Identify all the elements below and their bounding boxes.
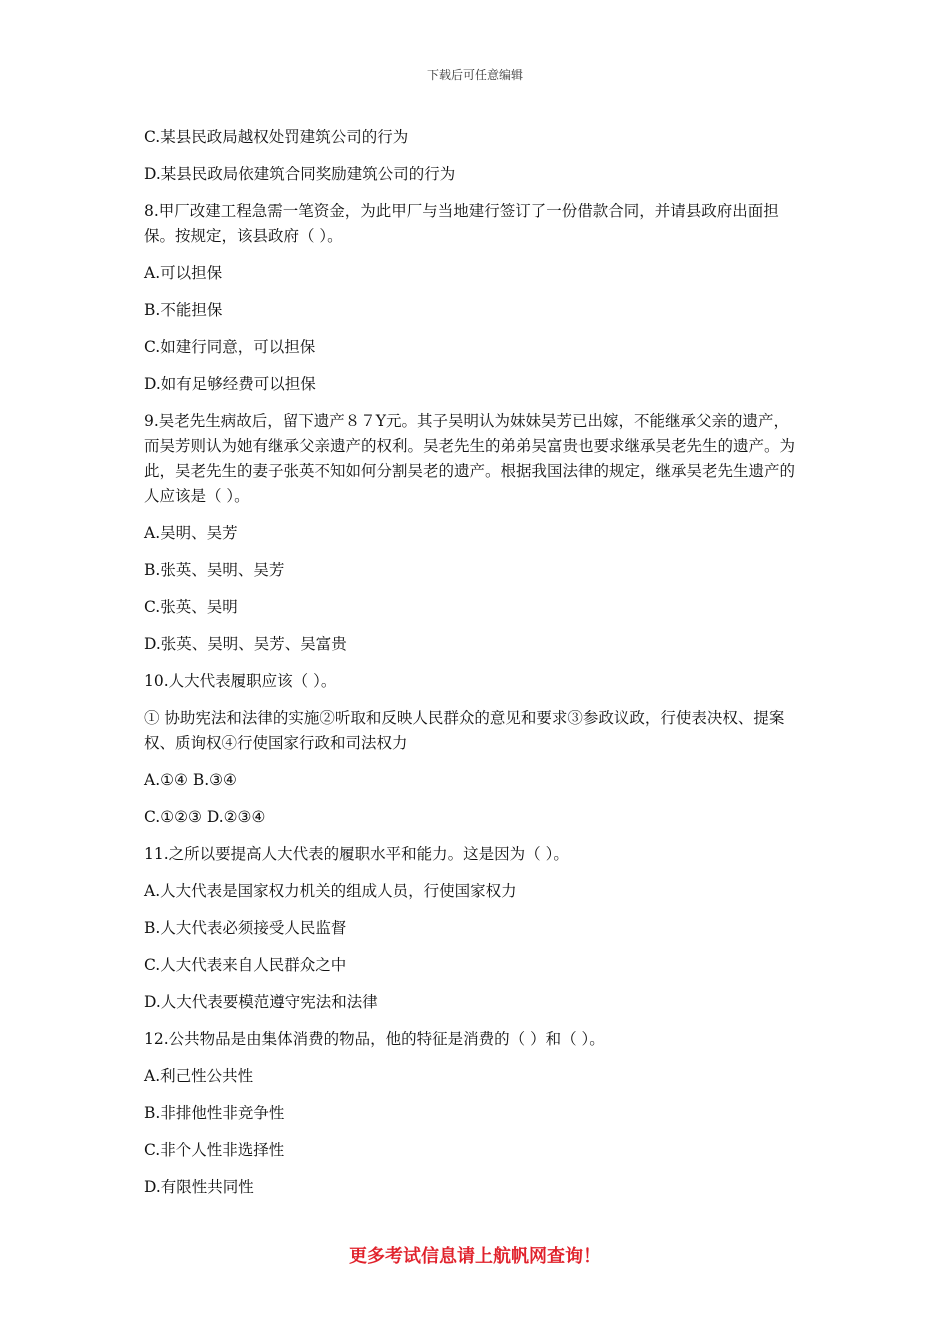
question-10: 10.人大代表履职应该（ ）。 [144, 672, 337, 690]
option-c-q11: C.人大代表来自人民群众之中 [144, 956, 347, 974]
option-b-q11: B.人大代表必须接受人民监督 [144, 919, 347, 937]
option-b-q8: B.不能担保 [144, 301, 223, 319]
option-a-q11: A.人大代表是国家权力机关的组成人员，行使国家权力 [144, 882, 517, 900]
option-d-q7: D.某县民政局依建筑合同奖励建筑公司的行为 [144, 165, 456, 183]
question-11: 11.之所以要提高人大代表的履职水平和能力。这是因为（ ）。 [144, 845, 569, 863]
options-ab-q10: A.①④ B.③④ [144, 771, 237, 789]
option-d-q8: D.如有足够经费可以担保 [144, 375, 316, 393]
option-a-q9: A.吴明、吴芳 [144, 524, 238, 542]
options-cd-q10: C.①②③ D.②③④ [144, 808, 266, 826]
page-header: 下载后可任意编辑 [426, 68, 523, 82]
option-a-q8: A.可以担保 [144, 264, 223, 282]
option-d-q12: D.有限性共同性 [144, 1178, 254, 1196]
question-8: 8.甲厂改建工程急需一笔资金，为此甲厂与当地建行签订了一份借款合同，并请县政府出面担保。按规定，该县政府（ ）。 [144, 202, 779, 245]
statements-q10: ① 协助宪法和法律的实施②听取和反映人民群众的意见和要求③参政议政，行使表决权、提案权、质询权④行使国家行政和司法权力 [144, 709, 785, 752]
footer-promo-text: 更多考试信息请上航帆网查询！ [349, 1246, 601, 1267]
option-d-q11: D.人大代表要模范遵守宪法和法律 [144, 993, 378, 1011]
option-c-q8: C.如建行同意，可以担保 [144, 338, 316, 356]
option-b-q12: B.非排他性非竞争性 [144, 1104, 285, 1122]
question-9: 9.吴老先生病故后，留下遗产８７Y元。其子吴明认为妹妹吴芳已出嫁，不能继承父亲的遗产，而吴芳则认为她有继承父亲遗产的权利。吴老先生的弟弟吴富贵也要求继承吴老先生的遗产。为此，吴老先生的妻子张英不知如何分割吴老的遗产。根据我国法律的规定，继承吴老先生遗产的人应该是（ ）。 [144, 412, 796, 505]
document-body [144, 125, 804, 1212]
option-c-q9: C.张英、吴明 [144, 598, 238, 616]
option-b-q9: B.张英、吴明、吴芳 [144, 561, 285, 579]
option-c-q7: C.某县民政局越权处罚建筑公司的行为 [144, 128, 409, 146]
option-c-q12: C.非个人性非选择性 [144, 1141, 285, 1159]
question-12: 12.公共物品是由集体消费的物品，他的特征是消费的（ ）和（ ）。 [144, 1030, 605, 1048]
option-d-q9: D.张英、吴明、吴芳、吴富贵 [144, 635, 347, 653]
option-a-q12: A.利己性公共性 [144, 1067, 254, 1085]
